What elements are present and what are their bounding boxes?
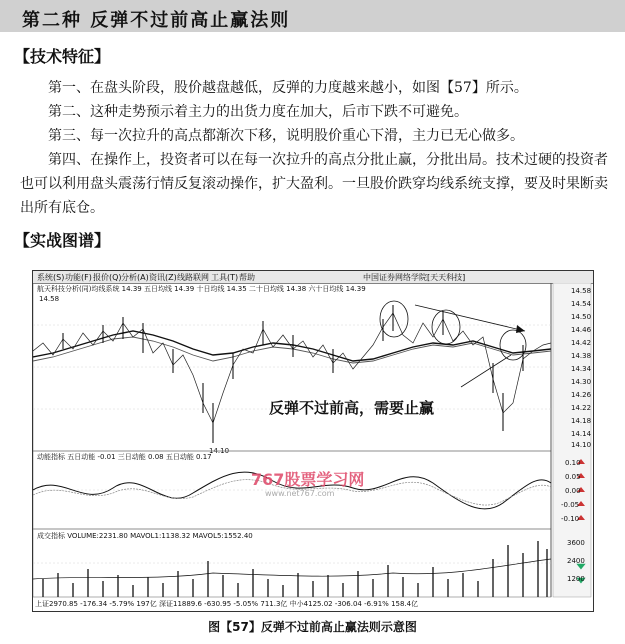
macd-tick: 0.05 <box>565 473 581 481</box>
volume-tick: 1200 <box>567 575 585 583</box>
menu-item[interactable]: 线路联网 <box>177 273 209 282</box>
paragraph-4: 第四、在操作上，投资者可以在每一次拉升的高点分批止赢，分批出局。技术过硬的投资者也可以利用盘头震荡行情反复滚动操作，扩大盈利。一旦股价跌穿均线系统支撑，要及时果断卖出所有底仓。 <box>20 152 608 216</box>
macd-tick: 0.00 <box>565 487 581 495</box>
stock-chart-figure <box>32 270 594 612</box>
price-tick: 14.34 <box>571 365 592 373</box>
price-axis <box>553 283 591 451</box>
price-tick: 14.54 <box>571 300 592 308</box>
price-tick: 14.38 <box>571 352 592 360</box>
price-tick: 14.10 <box>571 441 592 449</box>
menu-item[interactable]: 功能(F) <box>65 273 92 282</box>
price-tick: 14.50 <box>571 313 592 321</box>
paragraph-2: 第二、这种走势预示着主力的出货力度在加大，后市下跌不可避免。 <box>48 104 468 120</box>
ma-legend: 航天科技分析(同)均线系统 14.39 五日均线 14.39 十日均线 14.35 二十日均线 14.38 六十日均线 14.39 <box>37 285 366 293</box>
menu-item[interactable]: 帮助 <box>239 273 255 282</box>
macd-axis <box>553 455 591 529</box>
price-tick: 14.18 <box>571 417 592 425</box>
volume-legend: 成交指标 VOLUME:2231.80 MAVOL1:1138.32 MAVOL5:1552.40 <box>37 532 253 540</box>
price-tick: 14.22 <box>571 404 592 412</box>
figure-caption: 图【57】反弹不过前高止赢法则示意图 <box>208 620 417 634</box>
status-bar: 上证2970.85 -176.34 -5.79% 197亿 深证11889.6 -630.95 -5.05% 711.3亿 中小4125.02 -306.04 -6.91% 158.4亿 <box>35 600 419 608</box>
watermark-logo: 767股票学习网 <box>251 470 365 489</box>
macd-tick: 0.10 <box>565 459 581 467</box>
menu-item[interactable]: 系统(S) <box>37 273 65 282</box>
menu-item[interactable]: 报价(Q) <box>93 273 122 282</box>
macd-tick: -0.10 <box>561 515 580 523</box>
price-tick: 14.26 <box>571 391 592 399</box>
menu-item[interactable]: 分析(A) <box>121 273 149 282</box>
chart-annotation: 反弹不过前高，需要止赢 <box>269 399 435 417</box>
volume-tick: 2400 <box>567 557 585 565</box>
price-tick: 14.14 <box>571 430 592 438</box>
menu-item[interactable]: 工具(T) <box>211 273 239 282</box>
section-heading-features: 【技术特征】 <box>14 47 111 66</box>
paragraph-3: 第三、每一次拉升的高点都渐次下移，说明股价重心下滑，主力已无心做多。 <box>48 128 524 144</box>
chart-header-title: 中国证券网络学院[天天科技] <box>363 273 466 282</box>
price-high-label: 14.58 <box>39 295 60 303</box>
menu-item[interactable]: 资讯(Z) <box>149 273 177 282</box>
macd-legend: 动能指标 五日动能 -0.01 三日动能 0.08 五日动能 0.17 <box>37 453 212 461</box>
section-heading-chart: 【实战图谱】 <box>14 231 111 250</box>
price-tick: 14.46 <box>571 326 592 334</box>
page-title: 第二种 反弹不过前高止赢法则 <box>22 10 291 31</box>
paragraph-1: 第一、在盘头阶段，股价越盘越低，反弹的力度越来越小，如图【57】所示。 <box>48 80 528 96</box>
macd-tick: -0.05 <box>561 501 580 509</box>
price-tick: 14.58 <box>571 287 592 295</box>
price-tick: 14.30 <box>571 378 592 386</box>
chart-canvas <box>33 283 593 609</box>
volume-axis <box>553 533 591 597</box>
price-tick: 14.42 <box>571 339 592 347</box>
watermark-url: www.net767.com <box>265 489 335 498</box>
price-low-label: 14.10 <box>209 447 230 455</box>
volume-tick: 3600 <box>567 539 585 547</box>
